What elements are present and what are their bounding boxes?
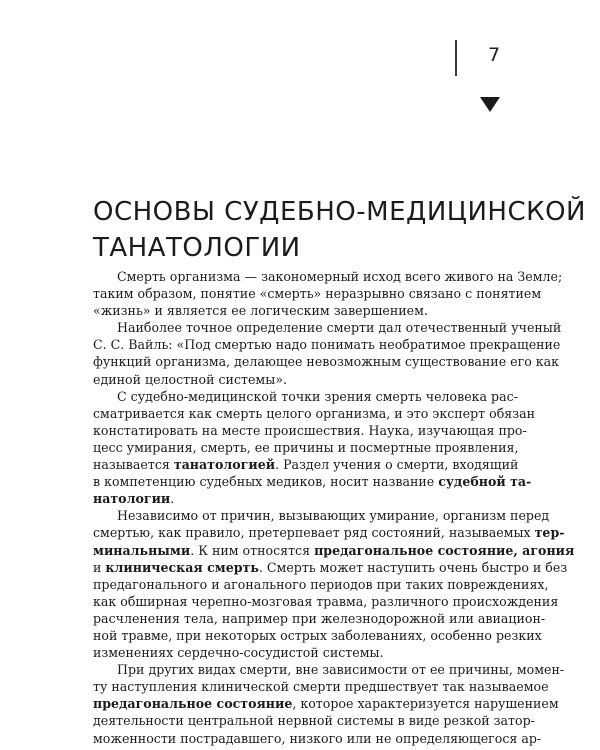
text-line: моженности пострадавшего, низкого или не определяющегося ар- xyxy=(93,730,542,746)
text-line xyxy=(93,456,519,473)
text-line xyxy=(93,524,565,541)
text-line: как обширная черепно-мозговая травма, различного происхождения xyxy=(93,593,559,609)
text-run: в компетенцию судебных медиков, носит название xyxy=(93,474,439,490)
text-line: При других видах смерти, вне зависимости от ее причины, момен- xyxy=(117,662,565,678)
text-line: Независимо от причин, вызывающих умирание, организм перед xyxy=(117,508,550,524)
text-line: сматривается как смерть целого организма, и это эксперт обязан xyxy=(93,405,536,421)
text-line: ной травме, при некоторых острых заболеваниях, особенно резких xyxy=(93,627,542,643)
term-preagonal-agony: предагональное состояние, агония xyxy=(314,542,575,558)
text-line: цесс умирания, смерть, ее причины и посмертные проявления, xyxy=(93,439,519,455)
paragraph-4 xyxy=(93,507,575,661)
triangle-marker-icon xyxy=(480,97,500,112)
text-line: С. С. Вайль: «Под смертью надо понимать необратимое прекращение xyxy=(93,337,561,353)
paragraph-3 xyxy=(93,388,536,508)
text-line: расчленения тела, например при железнодорожной или авиацион- xyxy=(93,610,546,626)
text-line: изменениях сердечно-сосудистой системы. xyxy=(93,645,384,661)
chapter-title-line-2: ТАНАТОЛОГИИ xyxy=(93,233,301,263)
text-run: и xyxy=(93,559,106,575)
term-terminal-cont: минальными xyxy=(93,542,191,558)
text-line: функций организма, делающее невозможным существование его как xyxy=(93,354,560,370)
text-line xyxy=(93,542,575,559)
term-forensic-thanatology: судебной та- xyxy=(438,474,532,490)
text-line xyxy=(93,490,507,507)
term-terminal: тер- xyxy=(534,525,565,541)
text-line: Смерть организма — закономерный исход всего живого на Земле; xyxy=(117,269,563,284)
text-run: . xyxy=(170,491,175,507)
text-line: Наиболее точное определение смерти дал отечественный ученый xyxy=(117,320,562,336)
paragraph-1 xyxy=(93,268,563,319)
term-preagonal-state: предагональное состояние xyxy=(93,696,293,712)
term-forensic-thanatology-cont: натологии xyxy=(93,491,171,507)
paragraph-2 xyxy=(93,319,562,387)
text-run: . Смерть может наступить очень быстро и без xyxy=(258,559,568,575)
text-line: предагонального и агонального периодов при таких повреждениях, xyxy=(93,576,549,592)
text-line xyxy=(93,473,532,490)
body-text xyxy=(93,268,575,747)
header-divider xyxy=(455,40,457,76)
text-run: . Раздел учения о смерти, входящий xyxy=(275,457,519,473)
paragraph-5 xyxy=(93,661,565,746)
text-line: С судебно-медицинской точки зрения смерть человека рас- xyxy=(117,388,518,404)
text-line: деятельности центральной нервной системы в виде резкой затор- xyxy=(93,713,535,729)
text-line: «жизнь» и является ее логическим завершением. xyxy=(93,303,428,319)
text-run: называется xyxy=(93,457,174,473)
text-line xyxy=(93,559,568,576)
text-run: , которое характеризуется нарушением xyxy=(292,696,559,712)
chapter-title xyxy=(93,194,586,266)
text-line: ту наступления клинической смерти предшествует так называемое xyxy=(93,679,549,695)
chapter-title-line-1: ОСНОВЫ СУДЕБНО-МЕДИЦИНСКОЙ xyxy=(93,197,586,227)
page-number: 7 xyxy=(488,44,501,66)
text-line: таким образом, понятие «смерть» неразрывно связано с понятием xyxy=(93,286,542,302)
text-line xyxy=(93,695,559,712)
term-clinical-death: клиническая смерть xyxy=(105,559,259,575)
text-line: единой целостной системы». xyxy=(93,371,287,387)
term-thanatology: танатологией xyxy=(173,457,276,473)
text-line: констатировать на месте происшествия. Наука, изучающая про- xyxy=(93,422,527,438)
text-run: смертью, как правило, претерпевает ряд состояний, называемых xyxy=(93,525,535,541)
text-run: . К ним относятся xyxy=(190,542,315,558)
